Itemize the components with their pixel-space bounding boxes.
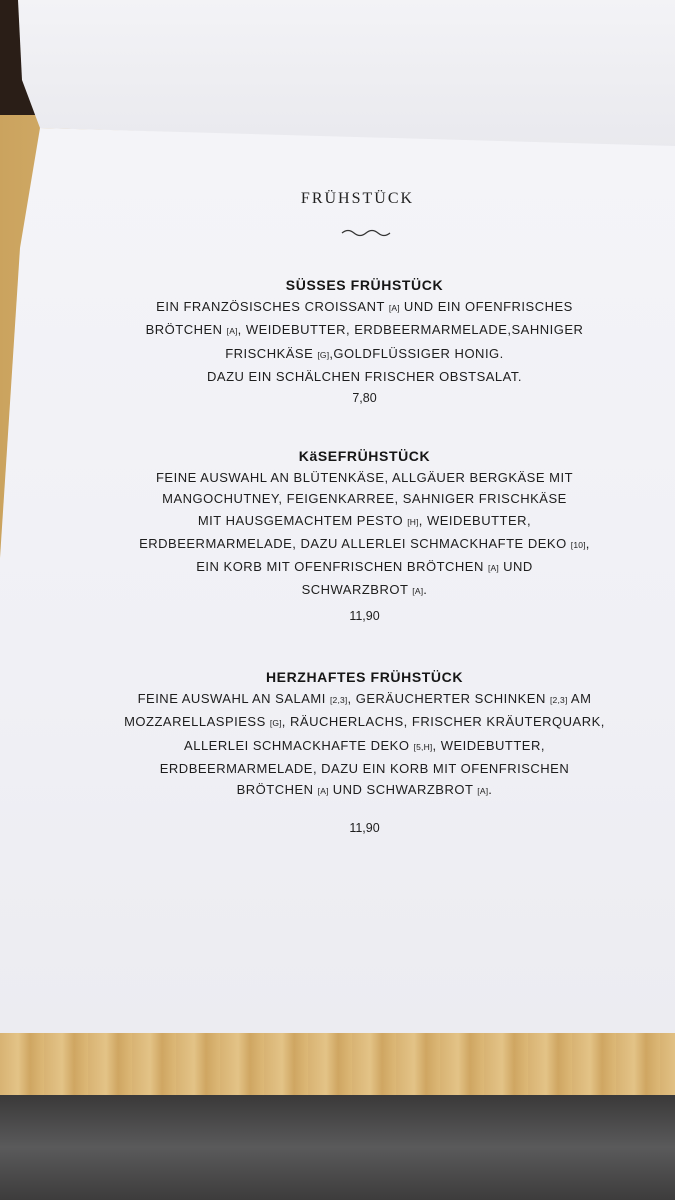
allergen-code: [A] — [317, 786, 329, 797]
menu-item-name: KäSEFRÜHSTÜCK — [298, 448, 431, 464]
allergen-code: [A] — [412, 586, 424, 597]
text-part: ,GOLDFLÜSSIGER HONIG. — [329, 345, 504, 361]
text-part: . — [423, 582, 428, 598]
allergen-code: [A] — [226, 326, 238, 337]
text-part: ERDBEERMARMELADE, DAZU ALLERLEI SCHMACKHAFTE DEKO — [139, 535, 571, 551]
description-line — [0, 296, 675, 319]
allergen-code: [5,H] — [413, 741, 433, 752]
menu-item-price: 7,80 — [352, 391, 377, 405]
menu-item-description — [0, 296, 675, 387]
table-surface — [0, 1095, 675, 1200]
description-line — [0, 366, 675, 387]
allergen-code: [A] — [477, 786, 489, 797]
text-part: EIN FRANZÖSISCHES CROISSANT — [156, 299, 389, 314]
text-part: EIN KORB MIT OFENFRISCHEN BRÖTCHEN — [196, 559, 488, 575]
text-part: , — [585, 535, 590, 551]
menu-item-description — [0, 467, 675, 603]
menu-item-suesses-fruehstueck — [0, 277, 675, 387]
menu-item-herzhaftes-fruehstueck — [0, 669, 675, 802]
text-part: SCHWARZBROT — [301, 582, 413, 598]
description-line — [0, 735, 675, 758]
text-part: FEINE AUSWAHL AN SALAMI — [137, 691, 330, 706]
allergen-code: [H] — [407, 516, 419, 527]
description-line — [0, 467, 675, 488]
allergen-code: [A] — [388, 303, 400, 313]
description-line — [0, 319, 675, 342]
description-line — [0, 758, 675, 779]
allergen-code: [G] — [317, 349, 330, 360]
text-part: MOZZARELLASPIESS — [124, 714, 270, 730]
allergen-code: [2,3] — [549, 695, 568, 705]
menu-item-kaesefruehstueck — [0, 448, 675, 603]
text-part: UND EIN OFENFRISCHES — [399, 299, 573, 314]
text-part: ERDBEERMARMELADE, DAZU EIN KORB MIT OFENFRISCHEN — [159, 760, 570, 776]
text-part: MANGOCHUTNEY, FEIGENKARREE, SAHNIGER FRISCHKÄSE — [162, 491, 567, 507]
description-line — [0, 711, 675, 734]
text-part: DAZU EIN SCHÄLCHEN FRISCHER OBSTSALAT. — [207, 368, 522, 384]
decorative-flourish-icon — [340, 226, 392, 238]
description-line — [0, 779, 675, 802]
allergen-code: [A] — [487, 563, 499, 574]
allergen-code: [10] — [570, 539, 586, 550]
text-part: UND — [498, 559, 533, 575]
allergen-code: [G] — [269, 718, 282, 729]
text-part: , RÄUCHERLACHS, FRISCHER KRÄUTERQUARK, — [281, 714, 605, 730]
menu-item-price: 11,90 — [349, 609, 380, 623]
description-line — [0, 343, 675, 366]
turned-page — [0, 0, 675, 150]
text-part: FRISCHKÄSE — [225, 345, 318, 361]
text-part: AM — [567, 691, 592, 706]
description-line — [0, 556, 675, 579]
menu-item-description — [0, 688, 675, 802]
menu-item-name: SÜSSES FRÜHSTÜCK — [285, 277, 444, 293]
text-part: . — [488, 782, 493, 798]
description-line — [0, 579, 675, 602]
description-line — [0, 688, 675, 711]
description-line — [0, 510, 675, 533]
text-part: , WEIDEBUTTER, — [418, 512, 532, 528]
text-part: , WEIDEBUTTER, — [432, 737, 545, 753]
description-line — [0, 533, 675, 556]
text-part: MIT HAUSGEMACHTEM PESTO — [197, 512, 408, 528]
allergen-code: [2,3] — [329, 695, 348, 705]
menu-item-name: HERZHAFTES FRÜHSTÜCK — [265, 669, 464, 685]
text-part: BRÖTCHEN — [236, 782, 318, 798]
text-part: BRÖTCHEN — [145, 322, 227, 338]
text-part: UND SCHWARZBROT — [328, 782, 478, 798]
text-part: , WEIDEBUTTER, ERDBEERMARMELADE,SAHNIGER — [237, 322, 584, 338]
description-line — [0, 488, 675, 509]
menu-item-price: 11,90 — [349, 821, 380, 835]
menu-title: FRÜHSTÜCK — [300, 190, 415, 207]
text-part: FEINE AUSWAHL AN BLÜTENKÄSE, ALLGÄUER BERGKÄSE MIT — [155, 470, 574, 485]
wooden-board-edge — [0, 1030, 675, 1100]
text-part: , GERÄUCHERTER SCHINKEN — [347, 691, 550, 706]
text-part: ALLERLEI SCHMACKHAFTE DEKO — [184, 737, 414, 753]
